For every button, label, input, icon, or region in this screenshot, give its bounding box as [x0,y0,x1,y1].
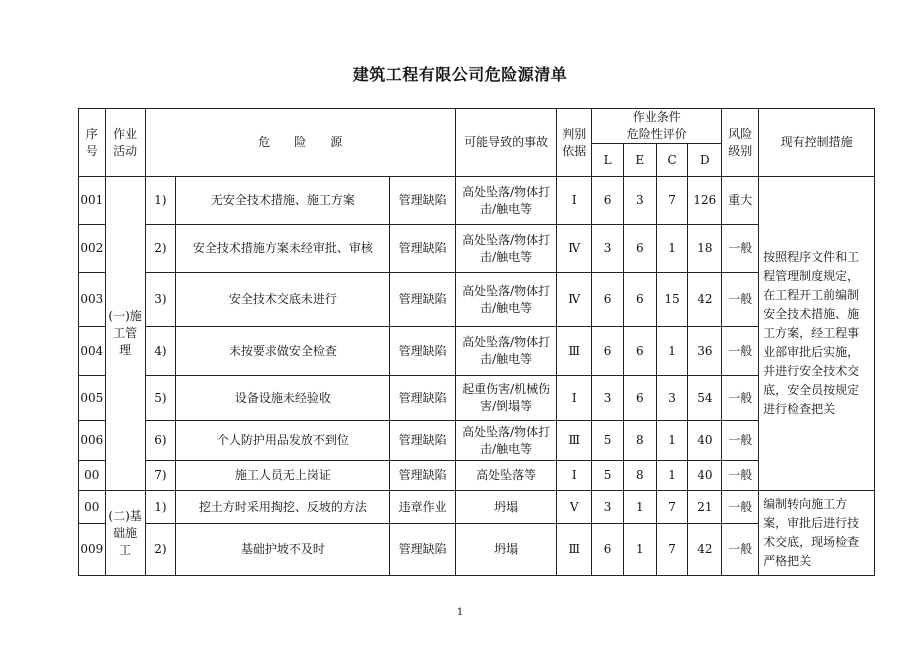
control-measures-1: 按照程序文件和工程管理制度规定，在工程开工前编制安全技术措施、施工方案，经工程事业部审批后实施，并进行安全技术交底，安全员按规定进行检查把关 [759,177,875,491]
table-row [79,491,875,524]
row-basis: Ⅲ [557,421,592,461]
header-basis: 判别依据 [557,109,592,177]
row-hazard: 未按要求做安全检查 [176,327,390,376]
row-consequence: 高处坠落/物体打击/触电等 [455,421,556,461]
row-C: 7 [656,177,688,225]
header-seq: 序号 [79,109,106,177]
row-index: 5) [145,376,176,421]
row-seq: 00 [79,491,106,524]
row-hazard: 基础护坡不及时 [176,524,390,576]
row-risk: 一般 [722,376,759,421]
row-risk: 一般 [722,461,759,491]
row-D: 40 [688,461,722,491]
header-condition [592,109,722,144]
row-D: 126 [688,177,722,225]
row-index: 1) [145,177,176,225]
row-consequence: 高处坠落等 [455,461,556,491]
header-condition-line1: 作业条件 [632,110,681,124]
row-basis: Ⅲ [557,524,592,576]
row-hazard: 施工人员无上岗证 [176,461,390,491]
row-index: 2) [145,225,176,273]
row-risk: 一般 [722,491,759,524]
row-type: 管理缺陷 [390,461,456,491]
row-hazard: 安全技术交底未进行 [176,273,390,327]
row-hazard: 挖土方时采用掏挖、反坡的方法 [176,491,390,524]
row-D: 54 [688,376,722,421]
row-type: 违章作业 [390,491,456,524]
row-type: 管理缺陷 [390,524,456,576]
header-row [79,109,875,144]
header-activity: 作业活动 [105,109,145,177]
header-consequence: 可能导致的事故 [455,109,556,177]
row-type: 管理缺陷 [390,327,456,376]
table-row [79,524,875,576]
row-seq: 004 [79,327,106,376]
row-L: 6 [592,273,624,327]
row-type: 管理缺陷 [390,421,456,461]
row-consequence: 起重伤害/机械伤害/倒塌等 [455,376,556,421]
row-seq: 00 [79,461,106,491]
table-row [79,461,875,491]
row-L: 3 [592,491,624,524]
row-basis: Ⅴ [557,491,592,524]
row-basis: Ⅰ [557,177,592,225]
hazard-table [78,108,875,576]
row-L: 6 [592,177,624,225]
row-seq: 005 [79,376,106,421]
row-E: 1 [623,491,656,524]
control-measures-2: 编制转向施工方案，审批后进行技术交底，现场检查严格把关 [759,491,875,576]
row-D: 40 [688,421,722,461]
row-E: 8 [623,461,656,491]
row-L: 6 [592,327,624,376]
table-row [79,273,875,327]
row-E: 6 [623,273,656,327]
row-hazard: 个人防护用品发放不到位 [176,421,390,461]
row-risk: 一般 [722,225,759,273]
row-consequence: 坍塌 [455,524,556,576]
row-consequence: 高处坠落/物体打击/触电等 [455,177,556,225]
row-index: 6) [145,421,176,461]
table-row [79,376,875,421]
row-L: 3 [592,225,624,273]
row-D: 21 [688,491,722,524]
row-consequence: 坍塌 [455,491,556,524]
row-type: 管理缺陷 [390,225,456,273]
table-row [79,177,875,225]
row-type: 管理缺陷 [390,273,456,327]
table-row [79,327,875,376]
row-seq: 002 [79,225,106,273]
row-risk: 一般 [722,524,759,576]
row-basis: Ⅰ [557,461,592,491]
row-E: 1 [623,524,656,576]
row-C: 7 [656,524,688,576]
row-L: 6 [592,524,624,576]
row-C: 1 [656,461,688,491]
header-C: C [656,144,688,177]
header-E: E [623,144,656,177]
header-hazard: 危 险 源 [145,109,455,177]
row-consequence: 高处坠落/物体打击/触电等 [455,225,556,273]
page-title: 建筑工程有限公司危险源清单 [352,65,568,84]
row-C: 1 [656,225,688,273]
row-L: 3 [592,376,624,421]
row-E: 6 [623,225,656,273]
row-basis: Ⅳ [557,273,592,327]
row-seq: 009 [79,524,106,576]
row-type: 管理缺陷 [390,376,456,421]
row-index: 1) [145,491,176,524]
row-basis: Ⅰ [557,376,592,421]
row-C: 1 [656,421,688,461]
row-hazard: 安全技术措施方案未经审批、审核 [176,225,390,273]
header-condition-line2: 危险性评价 [626,127,687,141]
row-E: 6 [623,376,656,421]
row-D: 36 [688,327,722,376]
header-control: 现有控制措施 [759,109,875,177]
row-index: 7) [145,461,176,491]
row-L: 5 [592,461,624,491]
header-L: L [592,144,624,177]
row-C: 15 [656,273,688,327]
header-risk: 风险级别 [722,109,759,177]
row-index: 3) [145,273,176,327]
table-row [79,225,875,273]
row-E: 6 [623,327,656,376]
row-D: 42 [688,524,722,576]
row-seq: 003 [79,273,106,327]
row-basis: Ⅳ [557,225,592,273]
row-C: 7 [656,491,688,524]
row-index: 2) [145,524,176,576]
row-seq: 001 [79,177,106,225]
row-index: 4) [145,327,176,376]
row-consequence: 高处坠落/物体打击/触电等 [455,327,556,376]
row-E: 3 [623,177,656,225]
row-C: 3 [656,376,688,421]
row-hazard: 无安全技术措施、施工方案 [176,177,390,225]
row-E: 8 [623,421,656,461]
row-basis: Ⅲ [557,327,592,376]
row-risk: 重大 [722,177,759,225]
row-type: 管理缺陷 [390,177,456,225]
page-number: 1 [456,607,464,618]
row-risk: 一般 [722,327,759,376]
group-label: (一)施工管理 [105,177,145,491]
row-risk: 一般 [722,421,759,461]
row-consequence: 高处坠落/物体打击/触电等 [455,273,556,327]
table-row [79,421,875,461]
row-C: 1 [656,327,688,376]
row-D: 42 [688,273,722,327]
row-seq: 006 [79,421,106,461]
group-label: (二)基础施工 [105,491,145,576]
row-risk: 一般 [722,273,759,327]
header-D: D [688,144,722,177]
row-L: 5 [592,421,624,461]
row-hazard: 设备设施未经验收 [176,376,390,421]
row-D: 18 [688,225,722,273]
